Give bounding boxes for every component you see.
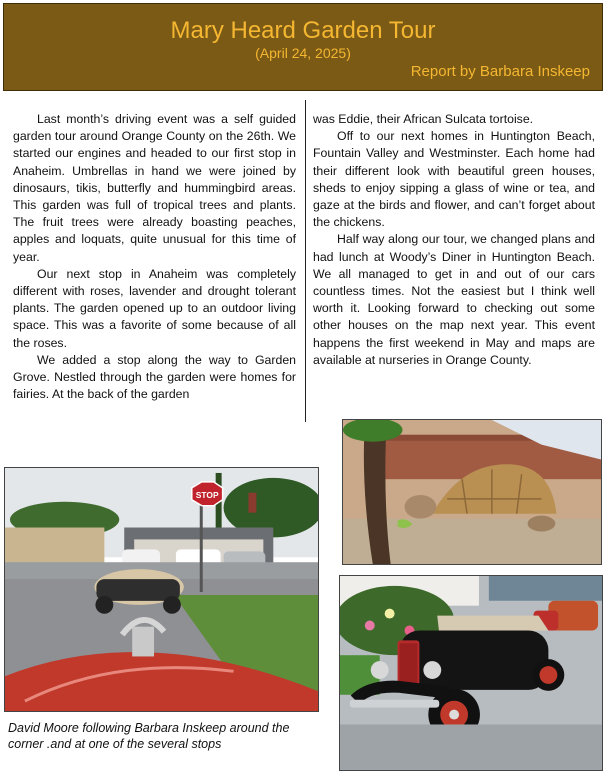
column-divider — [305, 100, 306, 422]
roadster-illustration — [340, 576, 602, 770]
photo-street-corner — [4, 467, 319, 712]
street-corner-illustration — [5, 468, 318, 711]
photo-caption: David Moore following Barbara Inskeep around the corner .and at one of the several stops — [8, 721, 290, 751]
event-date: (April 24, 2025) — [255, 45, 351, 61]
photo-roadster — [339, 575, 603, 771]
stop-sign-text: STOP — [195, 489, 219, 500]
article-column-right — [313, 111, 595, 369]
tortoise-illustration — [343, 420, 601, 564]
paragraph: was Eddie, their African Sulcata tortoise. — [313, 112, 534, 126]
photo-tortoise — [342, 419, 602, 565]
byline: Report by Barbara Inskeep — [410, 63, 590, 80]
paragraph: Last month’s driving event was a self guided garden tour around Orange County on the 26th. We started our engines and headed to our first stop in Anaheim. Umbrellas in hand we were joined by dinosaurs, tikis, butterfly and hummingbird areas. This garden was full of tropical trees and plants. The fruit trees were already boasting peaches, apples and loquats, quite unusual for this time of year. — [13, 112, 296, 264]
header-banner — [3, 3, 603, 91]
paragraph: We added a stop along the way to Garden Grove. Nestled through the garden were homes for fairies. At the back of the garden — [13, 352, 296, 402]
paragraph: Off to our next homes in Huntington Beach, Fountain Valley and Westminster. Each home had their different look with beautiful green houses, sheds to enjoy sipping a glass of wine or tea, and gaze at the birds and flower, and can’t forget about the chickens. — [313, 129, 595, 230]
article-column-left — [13, 111, 296, 403]
page-title: Mary Heard Garden Tour — [170, 17, 436, 44]
paragraph: Half way along our tour, we changed plans and had lunch at Woody’s Diner in Huntington Beach. We all managed to get in and out of our cars countless times. Not the easiest but I think well worth it. Looking forward to checking out some other houses on the map next year. This event happens the first weekend in May and maps are available at nurseries in Orange County. — [313, 232, 595, 367]
paragraph: Our next stop in Anaheim was completely different with roses, lavender and drought tolerant plants. The garden opened up to an outdoor living space. This was a favorite of some because of all the roses. — [13, 266, 296, 350]
